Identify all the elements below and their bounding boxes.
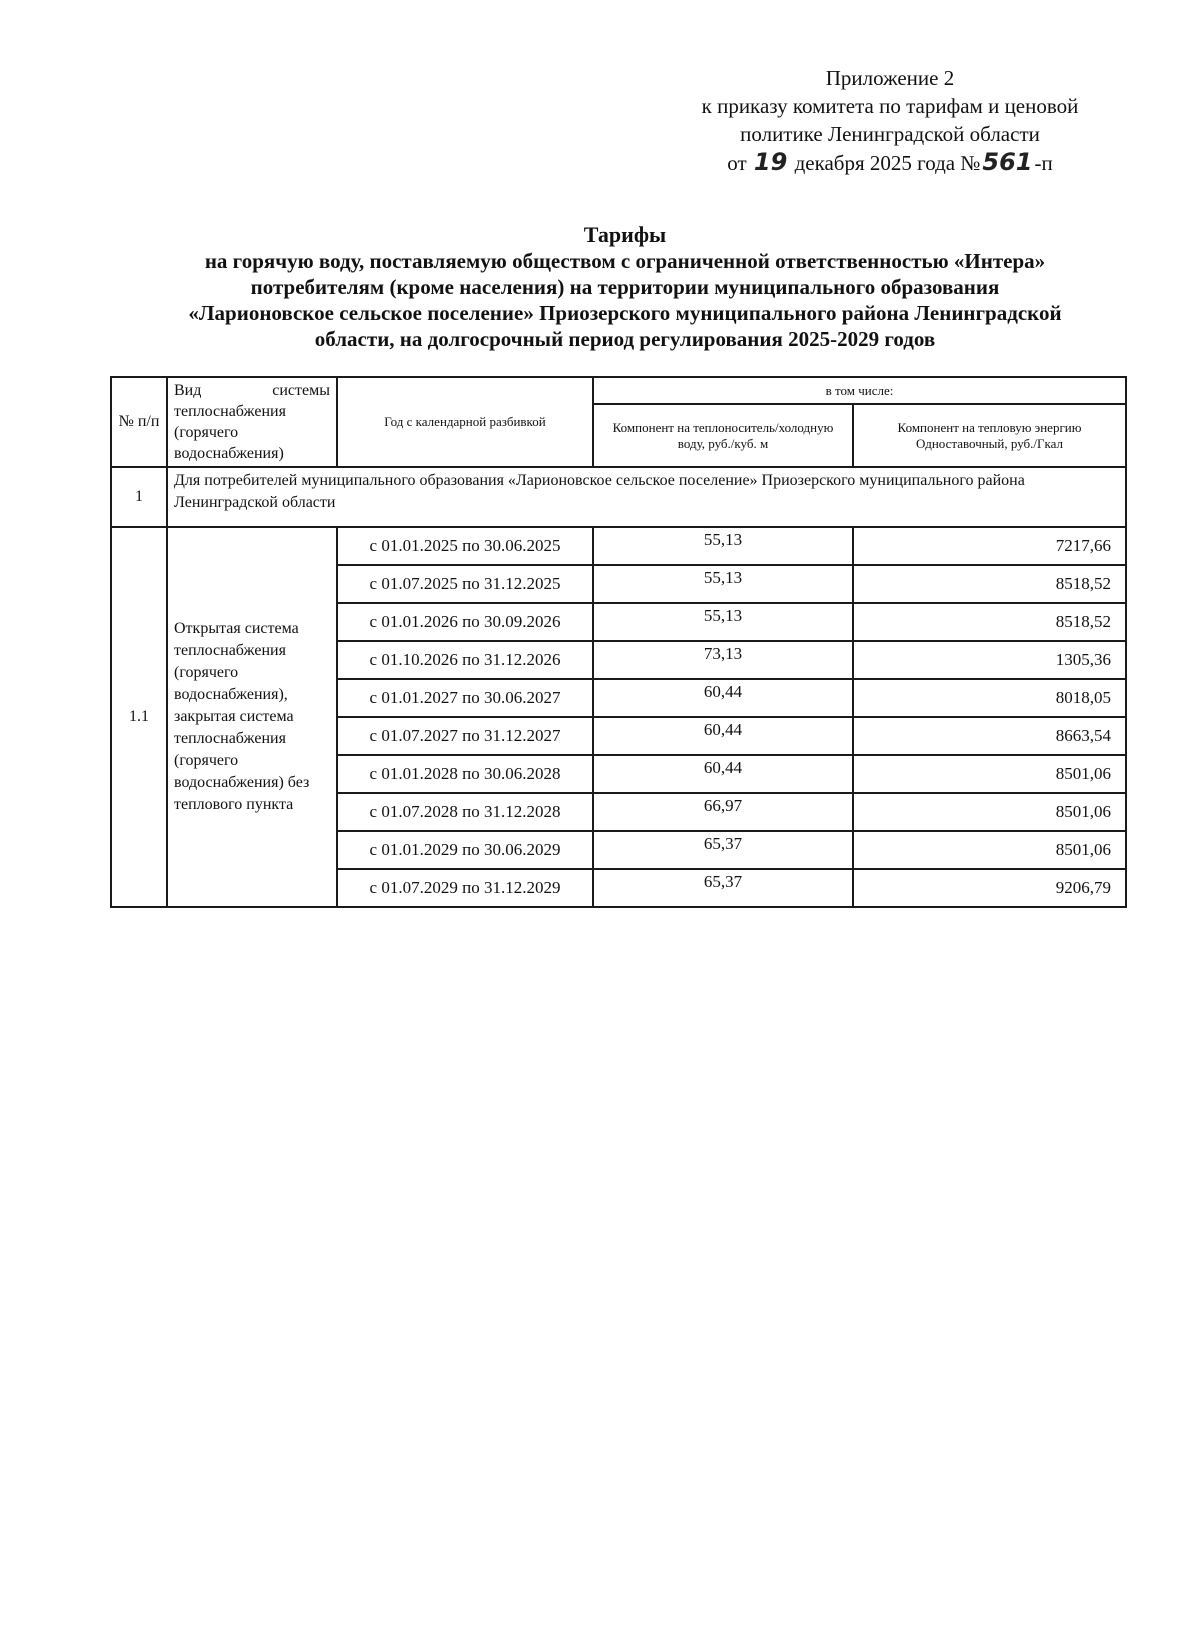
section-num: 1 [111,467,167,527]
row-period: с 01.07.2027 по 31.12.2027 [337,717,593,755]
row-component-2: 8501,06 [853,831,1126,869]
group-num: 1.1 [111,527,167,907]
row-period: с 01.07.2028 по 31.12.2028 [337,793,593,831]
row-period: с 01.01.2027 по 30.06.2027 [337,679,593,717]
header-including: в том числе: [593,377,1126,404]
row-component-1: 65,37 [593,831,853,869]
title-line-4: «Ларионовское сельское поселение» Приозерского муниципального района Ленинградской [188,301,1062,325]
row-component-1: 65,37 [593,869,853,907]
date-middle: декабря 2025 года № [794,151,981,175]
row-component-1: 55,13 [593,565,853,603]
date-prefix: от [727,151,747,175]
row-period: с 01.07.2029 по 31.12.2029 [337,869,593,907]
header-period: Год с календарной разбивкой [337,377,593,467]
row-component-2: 8501,06 [853,755,1126,793]
row-component-2: 1305,36 [853,641,1126,679]
document-title [110,222,1140,352]
section-row [111,467,1126,527]
header-component-1: Компонент на теплоноситель/холодную воду, руб./куб. м [593,404,853,467]
title-line-3: потребителям (кроме населения) на территории муниципального образования [250,275,1000,299]
row-component-1: 60,44 [593,717,853,755]
appendix-line-1: Приложение 2 [825,66,955,90]
row-period: с 01.01.2029 по 30.06.2029 [337,831,593,869]
appendix-line-3: политике Ленинградской области [740,122,1040,146]
row-component-2: 8518,52 [853,603,1126,641]
table-header-row [111,377,1126,404]
row-component-1: 66,97 [593,793,853,831]
row-component-2: 7217,66 [853,527,1126,565]
row-period: с 01.10.2026 по 31.12.2026 [337,641,593,679]
row-component-1: 60,44 [593,755,853,793]
group-system: Открытая система теплоснабжения (горячего водоснабжения), закрытая система теплоснабжения (горячего водоснабжения) без теплового пункта [167,527,337,907]
row-component-2: 8018,05 [853,679,1126,717]
order-suffix: -п [1034,151,1053,175]
row-component-1: 60,44 [593,679,853,717]
section-text: Для потребителей муниципального образования «Ларионовское сельское поселение» Приозерского муниципального района Ленинградской области [167,467,1126,527]
row-period: с 01.01.2026 по 30.09.2026 [337,603,593,641]
title-line-2: на горячую воду, поставляемую обществом с ограниченной ответственностью «Интера» [204,249,1046,273]
title-line-1: Тарифы [583,222,667,247]
row-component-2: 8663,54 [853,717,1126,755]
title-line-5: области, на долгосрочный период регулирования 2025-2029 годов [314,327,936,351]
row-component-2: 8501,06 [853,793,1126,831]
row-component-2: 9206,79 [853,869,1126,907]
row-component-2: 8518,52 [853,565,1126,603]
handwritten-order-number: 561 [982,148,1033,176]
row-component-1: 55,13 [593,603,853,641]
header-system: Вид системы теплоснабжения (горячего водоснабжения) [167,377,337,467]
row-period: с 01.01.2025 по 30.06.2025 [337,527,593,565]
header-component-2: Компонент на тепловую энергию Одноставочный, руб./Гкал [853,404,1126,467]
tariffs-table [110,376,1127,908]
header-num: № п/п [111,377,167,467]
row-component-1: 73,13 [593,641,853,679]
handwritten-day: 19 [753,148,788,176]
appendix-date-line [640,148,1140,177]
row-period: с 01.01.2028 по 30.06.2028 [337,755,593,793]
row-component-1: 55,13 [593,527,853,565]
appendix-header [640,64,1140,177]
appendix-line-2: к приказу комитета по тарифам и ценовой [701,94,1079,118]
row-period: с 01.07.2025 по 31.12.2025 [337,565,593,603]
table-row [111,527,1126,565]
